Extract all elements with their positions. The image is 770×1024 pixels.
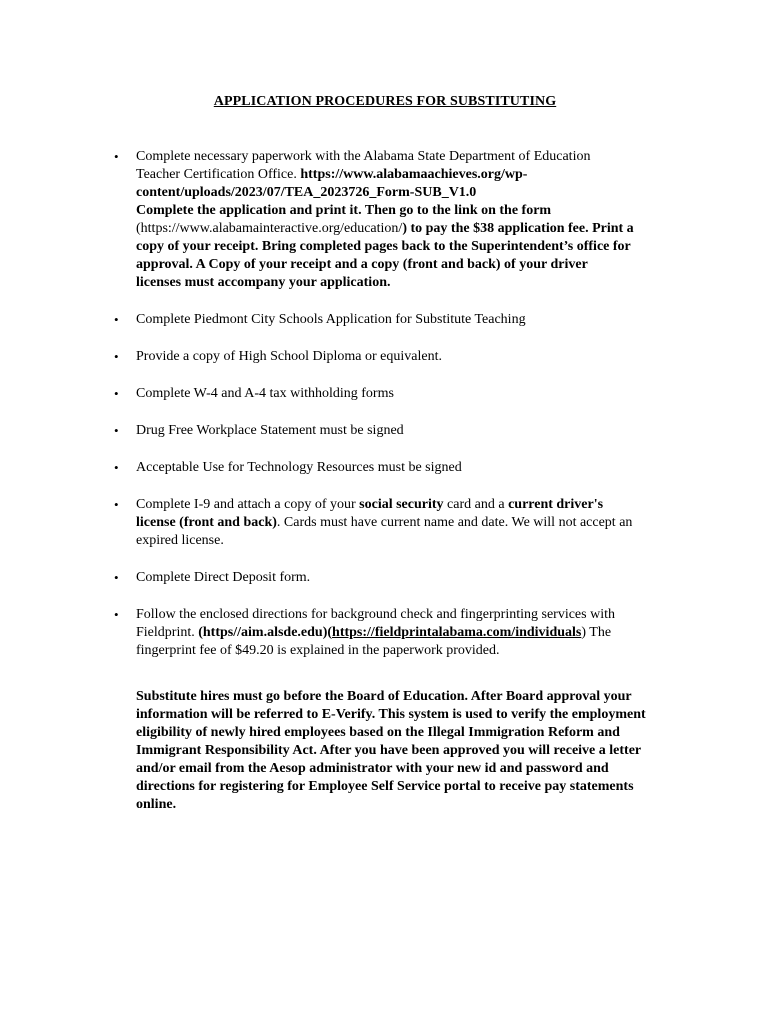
item-emphasis: social security	[359, 497, 444, 512]
list-item-acceptable-use	[114, 459, 636, 477]
bullet-icon: •	[114, 570, 119, 585]
form-url-link[interactable]: https://www.alabamaachieves.org/wp-content/uploads/2023/07/TEA_2023726_Form-SUB_V1.0	[136, 167, 528, 200]
item-instruction: Complete the application and print it. Then go to the link on the form	[136, 203, 552, 218]
item-text: Follow the enclosed directions for background check and fingerprinting services with Fieldprint.	[136, 607, 615, 640]
bullet-icon: •	[114, 497, 119, 512]
item-text: Complete necessary paperwork with the Alabama State Department of Education Teacher Certification Office.	[136, 149, 591, 182]
bullet-icon: •	[114, 312, 119, 327]
item-text: Complete I-9 and attach a copy of your	[136, 497, 360, 512]
item-text: Drug Free Workplace Statement must be signed	[136, 423, 404, 438]
item-text: Complete W-4 and A-4 tax withholding forms	[136, 386, 394, 401]
payment-url-link[interactable]: (https://www.alabamainteractive.org/education/	[136, 221, 403, 236]
list-item-direct-deposit	[114, 569, 636, 587]
item-text: Acceptable Use for Technology Resources must be signed	[136, 460, 462, 475]
item-emphasis: current driver's license (front and back)	[136, 497, 604, 530]
procedure-list	[114, 148, 636, 679]
list-item-i9	[114, 496, 636, 550]
page-title: APPLICATION PROCEDURES FOR SUBSTITUTING	[213, 94, 557, 109]
item-text: ) The fingerprint fee of $49.20 is explained in the paperwork provided.	[136, 625, 612, 658]
bullet-icon: •	[114, 607, 119, 622]
bullet-icon: •	[114, 423, 119, 438]
aim-url-link[interactable]: (https//aim.alsde.edu)(	[198, 625, 333, 640]
list-item-tax-forms	[114, 385, 636, 403]
item-instruction-fee: ) to pay the $38 application fee. Print a copy of your receipt. Bring completed pages back to the Superintendent’s office for approval. A Copy of your receipt and a copy (front and back) of your driver licenses must accompany your application.	[136, 221, 634, 290]
list-item-district-application	[114, 311, 636, 329]
list-item-state-paperwork	[114, 148, 636, 292]
bullet-icon: •	[114, 349, 119, 364]
item-text: card and a	[443, 497, 509, 512]
item-text: . Cards must have current name and date. We will not accept an expired license.	[136, 515, 633, 548]
item-text: Complete Direct Deposit form.	[136, 570, 311, 585]
bullet-icon: •	[114, 460, 119, 475]
item-text: Complete Piedmont City Schools Application for Substitute Teaching	[136, 312, 526, 327]
fieldprint-url-link[interactable]: https://fieldprintalabama.com/individuals	[332, 625, 582, 640]
bullet-icon: •	[114, 386, 119, 401]
item-text: Provide a copy of High School Diploma or equivalent.	[136, 349, 442, 364]
bullet-icon: •	[114, 149, 119, 164]
closing-paragraph: Substitute hires must go before the Board of Education. After Board approval your information will be referred to E-Verify. This system is used to verify the employment eligibility of newly hired employees based on the Illegal Immigration Reform and Immigrant Responsibility Act. After you have been approved you will receive a letter and/or email from the Aesop administrator with your new id and password and directions for registering for Employee Self Service portal to receive pay statements online.	[136, 689, 646, 812]
list-item-diploma	[114, 348, 636, 366]
list-item-drug-free	[114, 422, 636, 440]
list-item-fingerprinting	[114, 606, 636, 660]
